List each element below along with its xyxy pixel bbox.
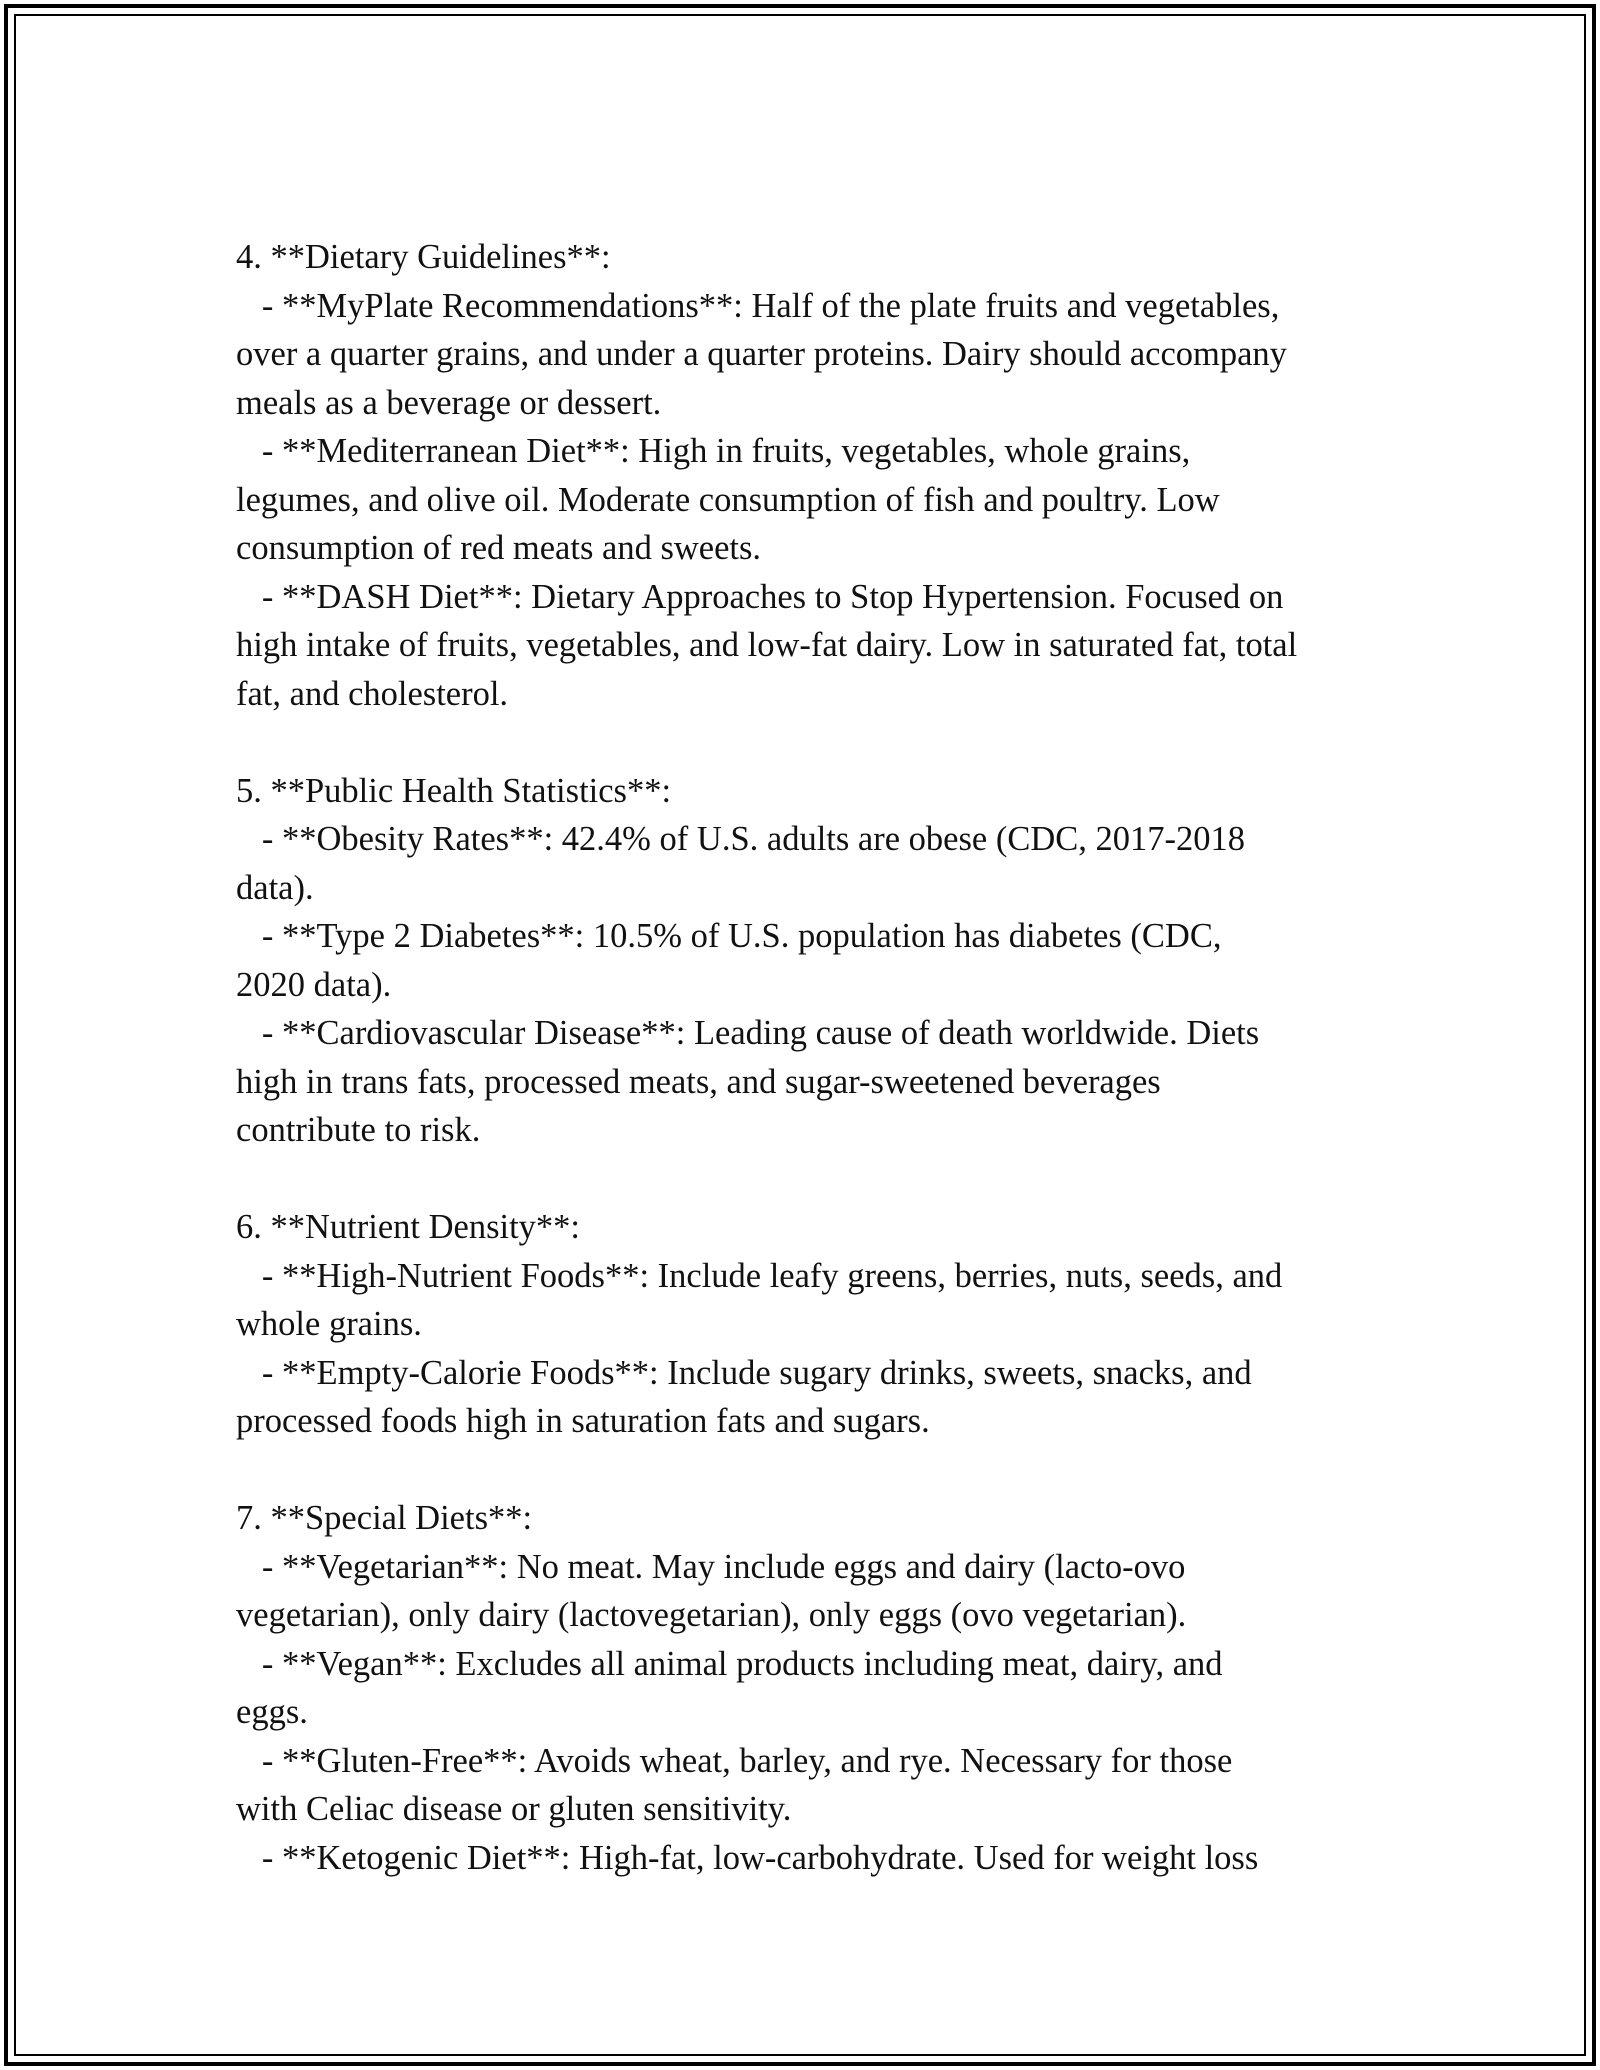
section-special-diets (236, 1494, 1416, 1882)
section-nutrient-density (236, 1203, 1416, 1446)
section-heading: 7. **Special Diets**: (236, 1499, 533, 1537)
text-line: contribute to risk. (236, 1111, 481, 1149)
text-line: - **Mediterranean Diet**: High in fruits, vegetables, whole grains, (236, 432, 1191, 470)
text-line: - **Vegetarian**: No meat. May include eggs and dairy (lacto-ovo (236, 1547, 1186, 1586)
paragraph-spacer (236, 1155, 1416, 1204)
text-line: - **Cardiovascular Disease**: Leading cause of death worldwide. Diets (236, 1014, 1260, 1052)
text-line: fat, and cholesterol. (236, 674, 509, 713)
text-line: vegetarian), only dairy (lactovegetarian), only eggs (ovo vegetarian). (236, 1596, 1187, 1634)
text-line: - **Gluten-Free**: Avoids wheat, barley, and rye. Necessary for those (236, 1741, 1233, 1780)
section-heading: 5. **Public Health Statistics**: (236, 771, 672, 810)
text-line: - **Vegan**: Excludes all animal products including meat, dairy, and (236, 1644, 1223, 1683)
text-line: legumes, and olive oil. Moderate consumption of fish and poultry. Low (236, 480, 1220, 519)
section-heading: 6. **Nutrient Density**: (236, 1208, 581, 1246)
section-dietary-guidelines (236, 233, 1416, 718)
text-line: - **Ketogenic Diet**: High-fat, low-carbohydrate. Used for weight loss (236, 1838, 1259, 1877)
section-public-health-statistics (236, 767, 1416, 1155)
paragraph-spacer (236, 1446, 1416, 1495)
paragraph-spacer (236, 718, 1416, 767)
text-line: - **Empty-Calorie Foods**: Include sugary drinks, sweets, snacks, and (236, 1353, 1252, 1392)
text-line: - **MyPlate Recommendations**: Half of the plate fruits and vegetables, (236, 286, 1280, 325)
section-heading: 4. **Dietary Guidelines**: (236, 238, 611, 276)
text-line: data). (236, 868, 314, 907)
text-line: meals as a beverage or dessert. (236, 383, 662, 422)
document-body (236, 233, 1416, 1882)
text-line: - **Type 2 Diabetes**: 10.5% of U.S. population has diabetes (CDC, (236, 917, 1222, 955)
text-line: processed foods high in saturation fats and sugars. (236, 1402, 930, 1440)
text-line: 2020 data). (236, 965, 392, 1004)
text-line: - **DASH Diet**: Dietary Approaches to Stop Hypertension. Focused on (236, 577, 1284, 616)
text-line: high in trans fats, processed meats, and sugar-sweetened beverages (236, 1062, 1161, 1101)
text-line: eggs. (236, 1693, 308, 1731)
text-line: high intake of fruits, vegetables, and low-fat dairy. Low in saturated fat, total (236, 626, 1298, 664)
text-line: consumption of red meats and sweets. (236, 529, 762, 567)
text-line: whole grains. (236, 1305, 422, 1343)
text-line: over a quarter grains, and under a quarter proteins. Dairy should accompany (236, 335, 1287, 373)
text-line: with Celiac disease or gluten sensitivity. (236, 1790, 792, 1828)
text-line: - **Obesity Rates**: 42.4% of U.S. adults are obese (CDC, 2017-2018 (236, 820, 1245, 858)
text-line: - **High-Nutrient Foods**: Include leafy greens, berries, nuts, seeds, and (236, 1256, 1283, 1295)
